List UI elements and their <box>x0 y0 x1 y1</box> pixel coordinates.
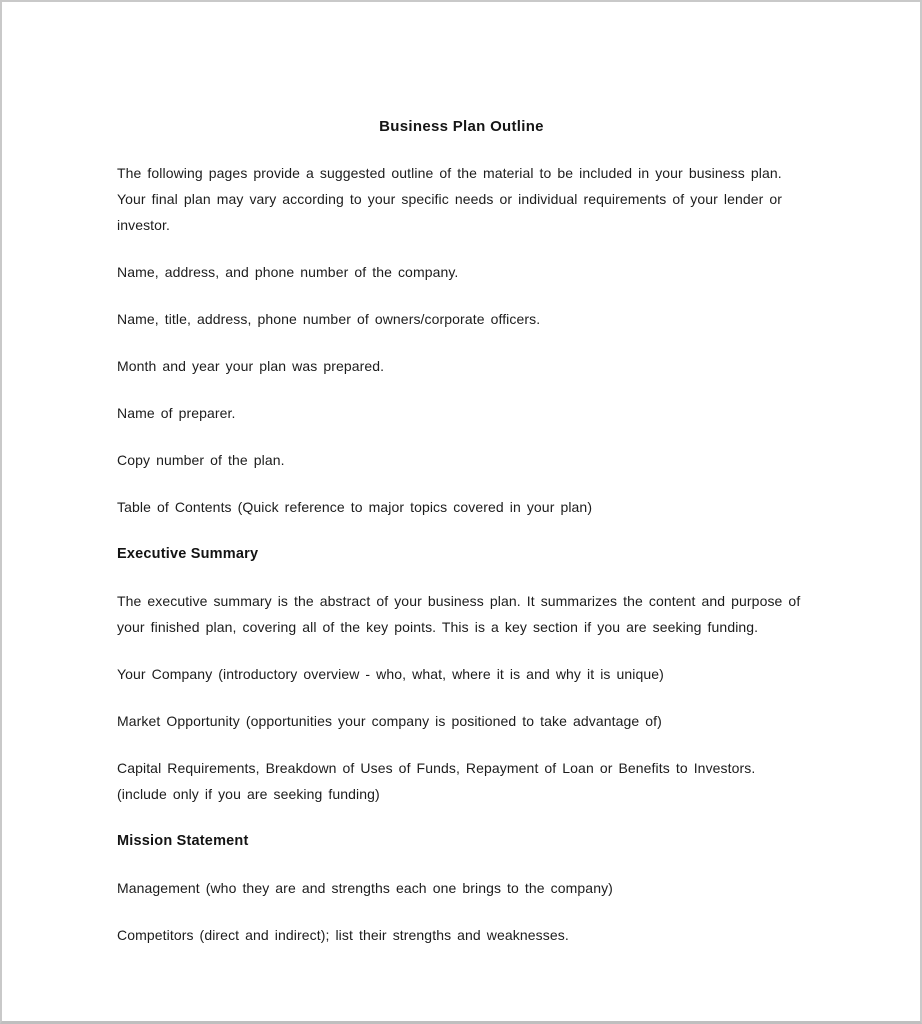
paragraph-competitors: Competitors (direct and indirect); list their strengths and weaknesses. <box>117 927 569 943</box>
section-heading-mission-statement: Mission Statement <box>117 833 249 849</box>
paragraph-plan-date: Month and year your plan was prepared. <box>117 358 385 374</box>
paragraph-intro: The following pages provide a suggested outline of the material to be included in your business plan. Your final plan may vary according to your specific needs or individual requirements of your lender or investor. <box>117 165 783 233</box>
paragraph-owners-contact: Name, title, address, phone number of owners/corporate officers. <box>117 311 541 327</box>
paragraph-market-opportunity: Market Opportunity (opportunities your company is positioned to take advantage of) <box>117 713 662 729</box>
paragraph-preparer-name: Name of preparer. <box>117 405 236 421</box>
paragraph-capital-requirements: Capital Requirements, Breakdown of Uses of Funds, Repayment of Loan or Benefits to Investors. (include only if you are seeking funding) <box>117 760 756 802</box>
paragraph-table-of-contents: Table of Contents (Quick reference to major topics covered in your plan) <box>117 499 593 515</box>
paragraph-executive-summary-description: The executive summary is the abstract of your business plan. It summarizes the content and purpose of your finished plan, covering all of the key points. This is a key section if you are seeking funding. <box>117 593 801 635</box>
paragraph-copy-number: Copy number of the plan. <box>117 452 285 468</box>
document-title: Business Plan Outline <box>379 118 544 135</box>
paragraph-company-contact: Name, address, and phone number of the company. <box>117 264 459 280</box>
paragraph-management: Management (who they are and strengths each one brings to the company) <box>117 880 613 896</box>
section-heading-executive-summary: Executive Summary <box>117 546 259 562</box>
paragraph-your-company: Your Company (introductory overview - who, what, where it is and why it is unique) <box>117 666 664 682</box>
document-body <box>2 2 920 1021</box>
